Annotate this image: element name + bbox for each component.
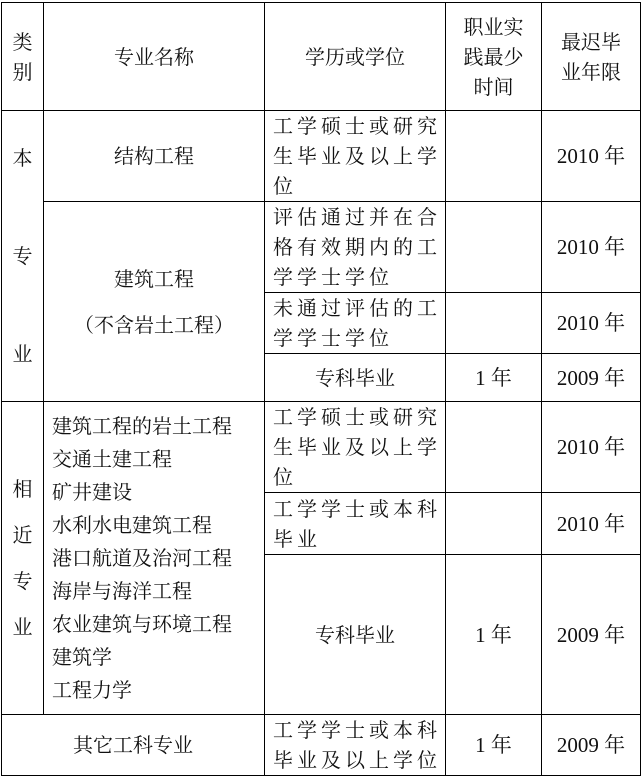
other-majors-label: 其它工科专业 (2, 715, 265, 776)
header-deadline: 最迟毕 业年限 (542, 3, 641, 111)
degree-cell: 专科毕业 (265, 354, 446, 402)
degree-cell: 专科毕业 (265, 555, 446, 715)
practice-cell: 1 年 (446, 354, 542, 402)
qualification-table (1, 2, 641, 776)
major-cell: 建筑工程 （不含岩土工程） (44, 202, 265, 402)
header-category: 类 别 (2, 3, 44, 111)
related-majors-list: 建筑工程的岩土工程 交通土建工程 矿井建设 水利水电建筑工程 港口航道及治河工程 海岸与海洋工程 农业建筑与环境工程 建筑学 工程力学 (44, 402, 265, 715)
practice-cell: 1 年 (446, 715, 542, 776)
practice-cell (446, 493, 542, 555)
header-major: 专业名称 (44, 3, 265, 111)
header-row (2, 3, 641, 111)
degree-cell: 工学学士或本科毕业及以上学位 (265, 715, 446, 776)
degree-cell: 评估通过并在合格有效期内的工学学士学位 (265, 202, 446, 293)
table-row (2, 202, 641, 293)
practice-cell (446, 202, 542, 293)
deadline-cell: 2010 年 (542, 293, 641, 354)
degree-cell: 未通过评估的工学学士学位 (265, 293, 446, 354)
deadline-cell: 2010 年 (542, 111, 641, 202)
practice-cell (446, 402, 542, 493)
table-row (2, 402, 641, 493)
practice-cell (446, 293, 542, 354)
category-main: 本 专 业 (2, 111, 44, 402)
header-degree: 学历或学位 (265, 3, 446, 111)
major-cell: 结构工程 (44, 111, 265, 202)
deadline-cell: 2009 年 (542, 555, 641, 715)
degree-cell: 工学硕士或研究生毕业及以上学位 (265, 111, 446, 202)
table-row (2, 111, 641, 202)
degree-cell: 工学学士或本科毕业 (265, 493, 446, 555)
deadline-cell: 2010 年 (542, 402, 641, 493)
deadline-cell: 2009 年 (542, 715, 641, 776)
header-practice: 职业实 践最少 时间 (446, 3, 542, 111)
practice-cell: 1 年 (446, 555, 542, 715)
degree-cell: 工学硕士或研究生毕业及以上学位 (265, 402, 446, 493)
category-related: 相 近 专 业 (2, 402, 44, 715)
deadline-cell: 2010 年 (542, 493, 641, 555)
practice-cell (446, 111, 542, 202)
deadline-cell: 2010 年 (542, 202, 641, 293)
deadline-cell: 2009 年 (542, 354, 641, 402)
table-row (2, 715, 641, 776)
